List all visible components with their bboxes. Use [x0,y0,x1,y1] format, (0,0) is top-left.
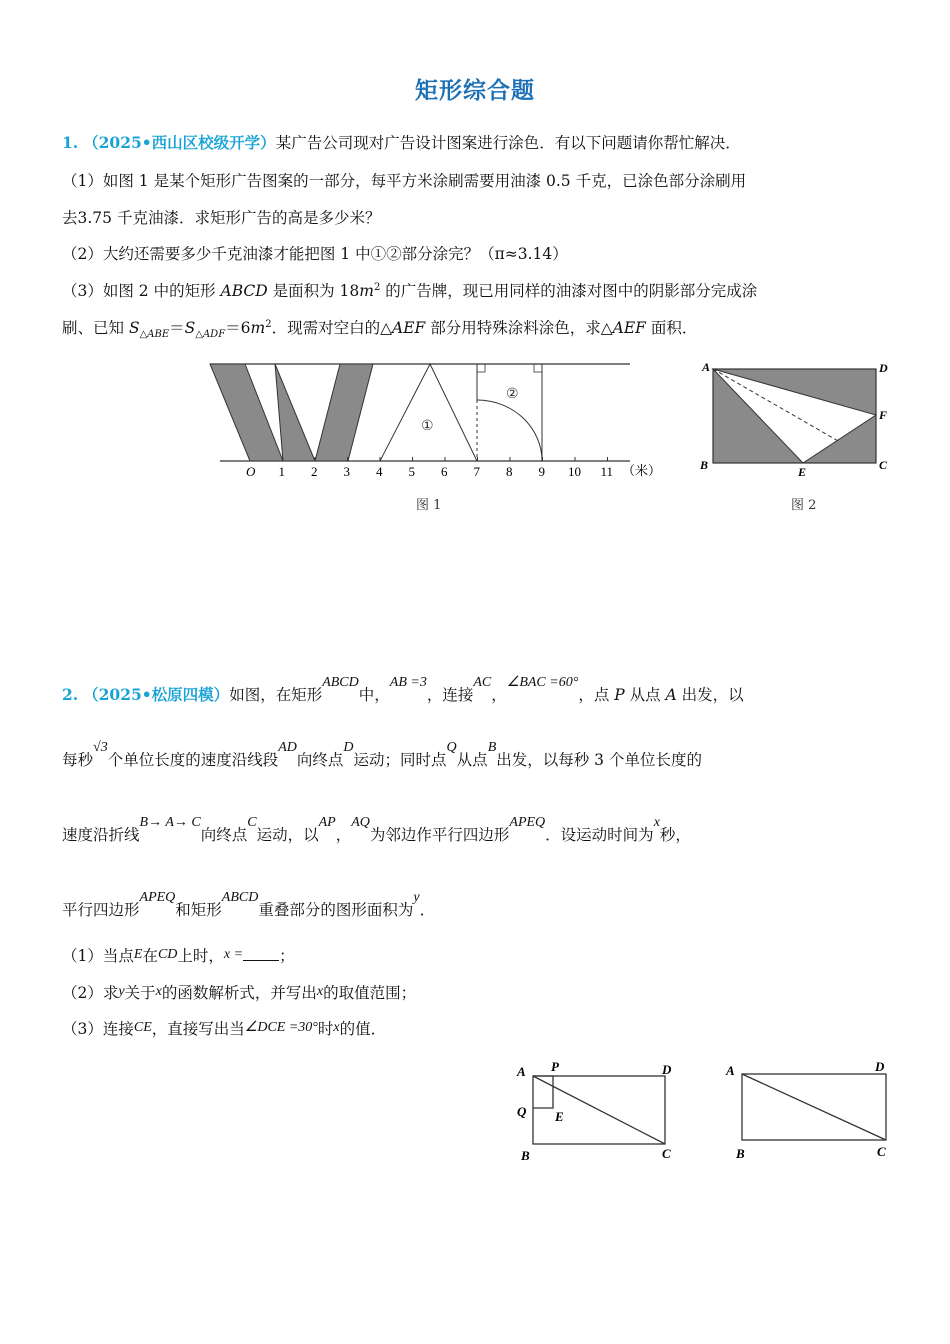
q1-source: （2025•西山区校级开学） [83,133,276,152]
fig1-tick-label: 9 [538,464,545,479]
q2-figure-a [512,1058,682,1168]
fig1-unit-label: （米） [622,463,662,478]
q1-header [62,131,892,153]
q1-number: 1. [62,133,79,152]
figA-label-d: D [662,1062,672,1077]
fig1-tick-label: 1 [278,464,285,479]
q1-intro: 某广告公司现对广告设计图案进行涂色．有以下问题请你帮忙解决． [275,134,741,152]
figA-label-q: Q [517,1104,527,1119]
fig1-quarter-arc [477,400,542,461]
fig2-label-c: C [879,458,888,472]
fig1-tick-label: 7 [473,464,480,479]
fig1-tick-label: 5 [408,464,415,479]
q1-part3-line2: 刷、已知 $S_{\triangle ABE}=S_{\triangle ADF}=6m^2$．现需对空白的△AEF 部分用特殊涂料涂色，求△AEF 面积． [62,318,698,341]
q2-figure-b [722,1058,892,1168]
fig1-label-2: ② [506,387,519,402]
page-title: 矩形综合题 [415,77,535,104]
q2-sub3: （3）连接CE，直接写出当∠DCE =30°时x的值． [62,1020,387,1038]
q2-sub2: （2）求y关于x的函数解析式，并写出x的取值范围； [62,984,417,1002]
fig1-shaded-strip-2 [275,364,315,461]
fig1-right-angle-left [477,364,485,372]
fig2-label-a: A [702,360,711,374]
fig1-tick-label: 4 [376,464,383,479]
fig1-tick-label: 8 [506,464,513,479]
figA-label-c: C [662,1146,671,1161]
figB-label-d: D [875,1059,885,1074]
q2-line2: 每秒√3个单位长度的速度沿线段AD向终点D运动；同时点Q从点B出发，以每秒 3 个单位长度的 [62,740,702,769]
fig1-tick-label: 6 [441,464,448,479]
q2-line1: 2. （2025•松原四模）如图，在矩形ABCD中，AB =3，连接AC，∠BAC =60°，点 P 从点 A 出发，以 [62,675,744,704]
figA-label-e: E [555,1109,564,1124]
figure-1-diagram [205,355,675,485]
fig2-label-b: B [700,458,709,472]
figure-2-diagram [695,357,895,477]
fig1-label-1: ① [421,419,434,434]
q2-line4: 平行四边形APEQ和矩形ABCD重叠部分的图形面积为y． [62,890,436,919]
q2-line3: 速度沿折线B→ A→ C向终点C运动，以AP，AQ为邻边作平行四边形APEQ．设运动时间为x秒， [62,815,691,844]
fig1-tick-label: 11 [600,464,614,479]
figA-label-p: P [551,1059,559,1074]
figure-2-caption: 图 2 [791,498,817,513]
q1-part1-line1: （1）如图 1 是某个矩形广告图案的一部分，每平方米涂刷需要用油漆 0.5 千克，已涂色部分涂刷用 [62,172,747,190]
fig1-tick-label: 2 [311,464,318,479]
figA-label-b: B [521,1148,530,1163]
fig1-tick-label: O [246,464,256,479]
fig2-label-e: E [798,465,807,477]
fig1-tick-label: 3 [343,464,350,479]
figB-label-a: A [726,1063,735,1078]
fig1-shaded-strip-1 [210,364,283,461]
figure-1-caption: 图 1 [416,498,442,513]
fig2-label-d: D [879,361,888,375]
fig1-right-angle-right [534,364,542,372]
fig2-label-f: F [879,408,888,422]
q1-part1-line2: 去3.75 千克油漆．求矩形广告的高是多少米？ [62,209,381,227]
figB-label-c: C [877,1144,886,1159]
q1-part2: （2）大约还需要多少千克油漆才能把图 1 中①②部分涂完？（π≈3.14） [62,245,568,263]
fig1-triangle-1 [380,364,477,461]
figB-label-b: B [736,1146,745,1161]
q2-sub1: （1）当点E在CD上时，x = ； [62,947,295,965]
fig1-tick-label: 10 [568,464,581,479]
q1-part3-line1: （3）如图 2 中的矩形 ABCD 是面积为 $18m^2$ 的广告牌，现已用同样的油漆对图中的阴影部分完成涂 [62,281,758,300]
figB-diagonal [742,1074,886,1140]
answer-blank[interactable] [243,946,279,961]
fig1-shaded-strip-3 [315,364,373,461]
figA-label-a: A [517,1064,526,1079]
